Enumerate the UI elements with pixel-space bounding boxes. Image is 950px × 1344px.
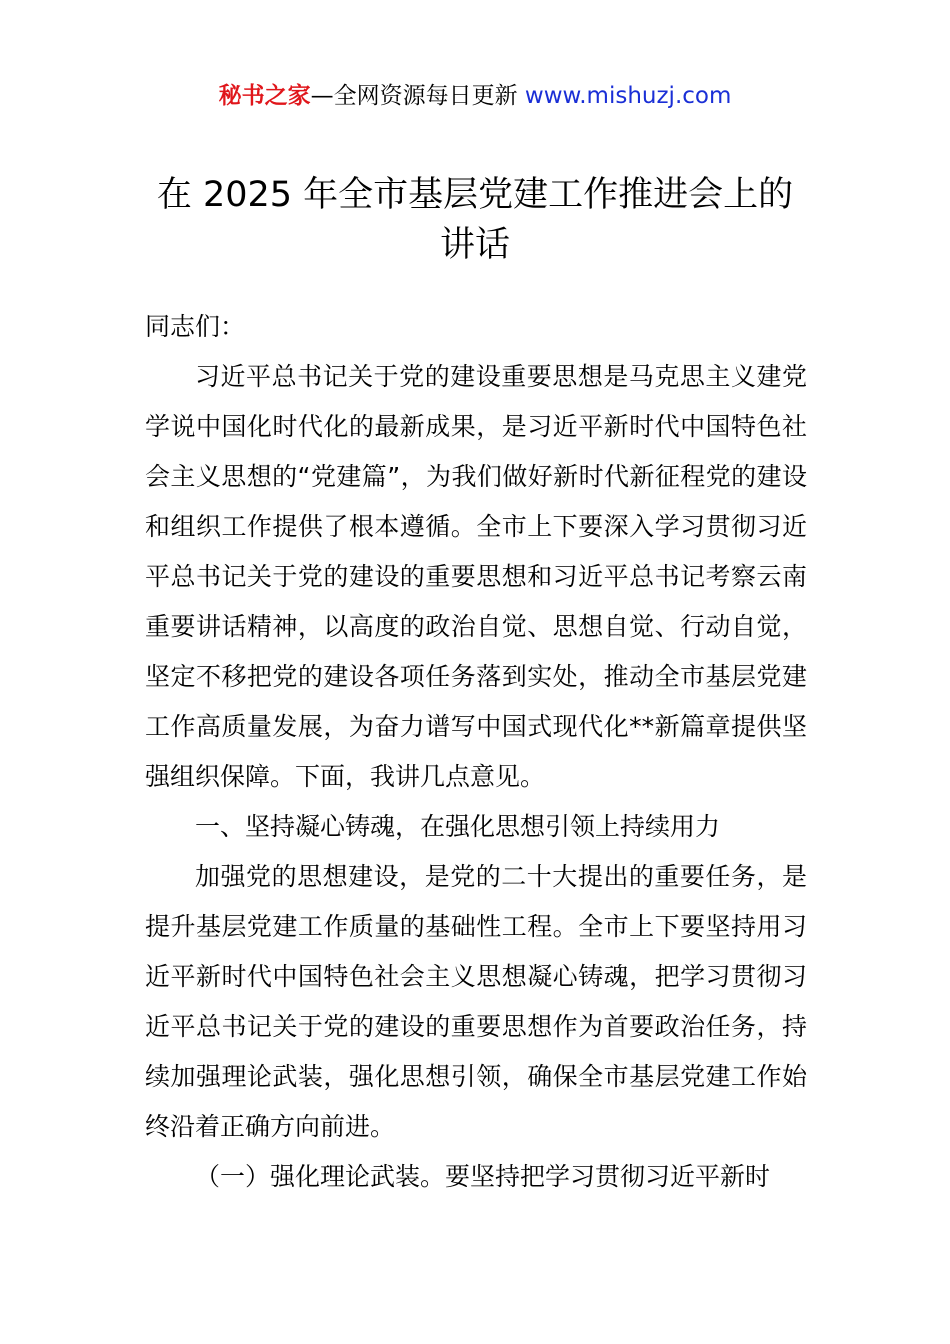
paragraph-intro: 习近平总书记关于党的建设重要思想是马克思主义建党学说中国化时代化的最新成果，是习近平新时代中国特色社会主义思想的“党建篇”，为我们做好新时代新征程党的建设和组织工作提供了根本遵循。全市上下要深入学习贯彻习近平总书记关于党的建设的重要思想和习近平总书记考察云南重要讲话精神，以高度的政治自觉、思想自觉、行动自觉，坚定不移把党的建设各项任务落到实处，推动全市基层党建工作高质量发展，为奋力谱写中国式现代化**新篇章提供坚强组织保障。下面，我讲几点意见。 — [145, 362, 807, 791]
section-heading-1: 一、坚持凝心铸魂，在强化思想引领上持续用力 — [195, 812, 721, 841]
paragraph-section-1: 加强党的思想建设，是党的二十大提出的重要任务，是提升基层党建工作质量的基础性工程。全市上下要坚持用习近平新时代中国特色社会主义思想凝心铸魂，把学习贯彻习近平总书记关于党的建设的重要思想作为首要政治任务，持续加强理论武装，强化思想引领，确保全市基层党建工作始终沿着正确方向前进。 — [145, 862, 807, 1141]
site-header — [0, 80, 950, 112]
document-title: 在 2025 年全市基层党建工作推进会上的讲话 — [156, 175, 794, 265]
brand-name: 秘书之家 — [218, 83, 311, 109]
site-url[interactable]: www.mishuzj.com — [524, 83, 732, 109]
subsection-1-start: （一）强化理论武装。要坚持把学习贯彻习近平新时 — [195, 1162, 771, 1191]
salutation: 同志们： — [145, 312, 246, 341]
document-body — [145, 302, 807, 1202]
header-tagline: —全网资源每日更新 — [310, 83, 525, 109]
